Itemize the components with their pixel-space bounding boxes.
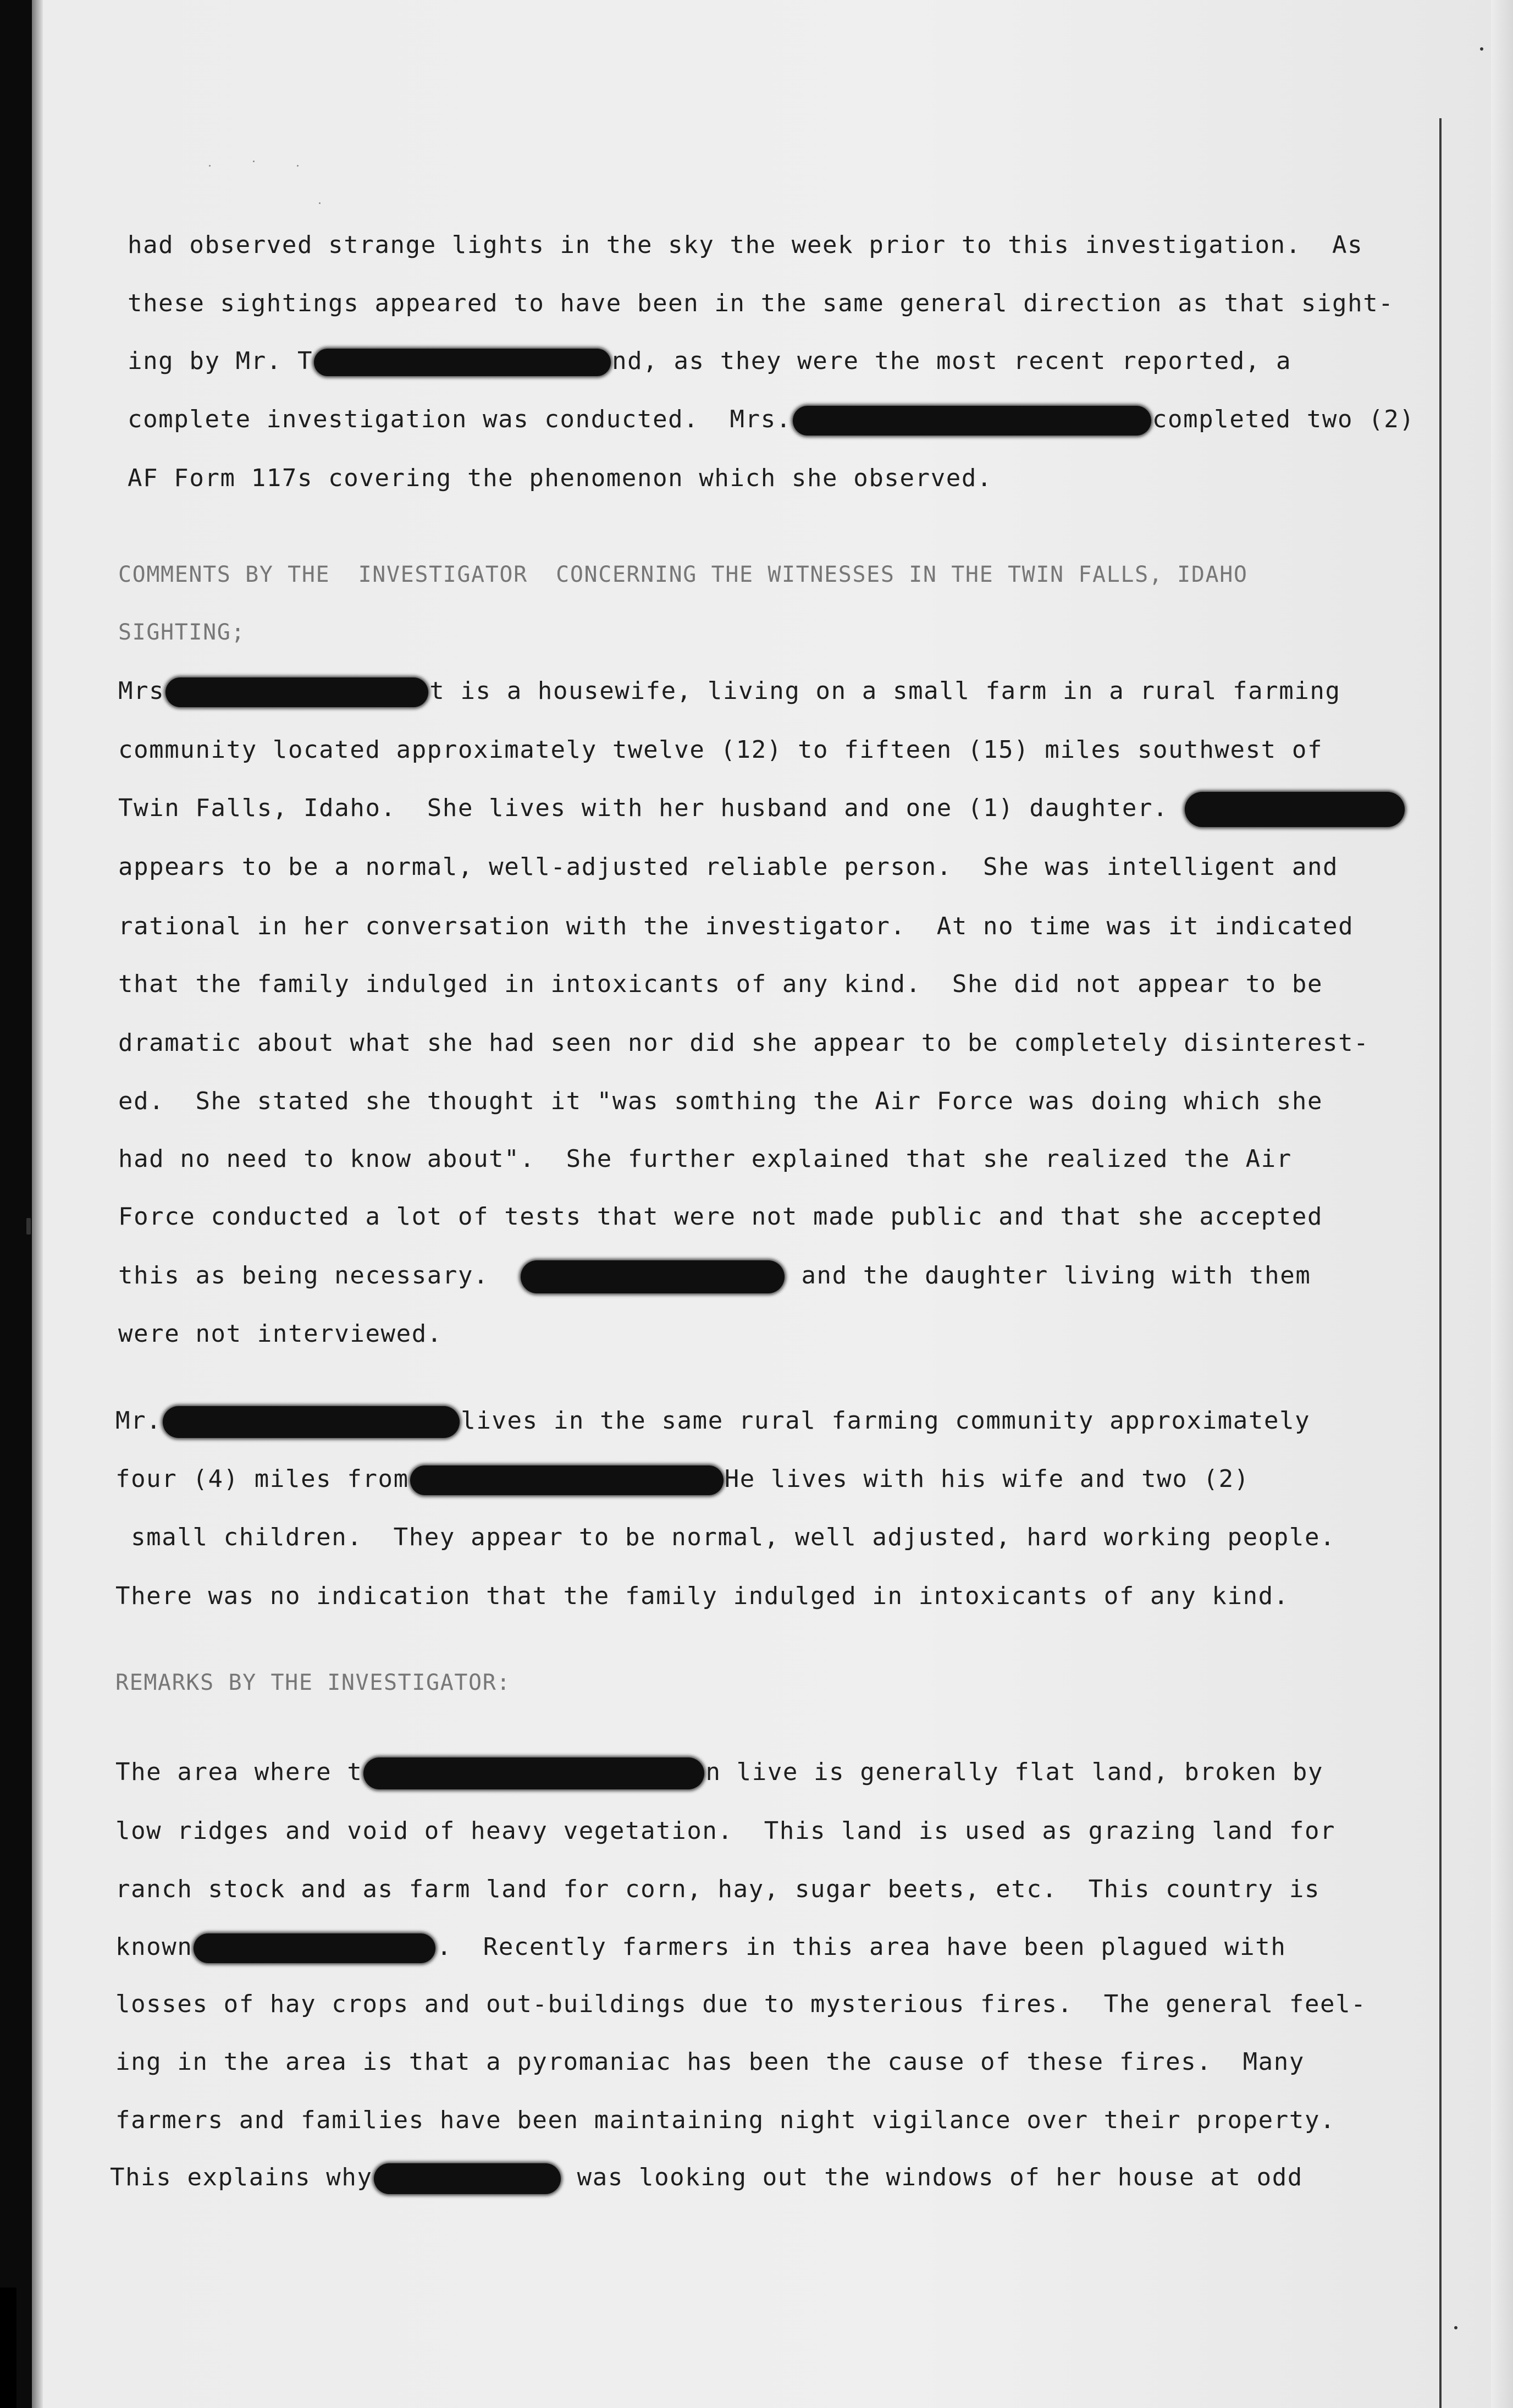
redaction-mark — [314, 349, 611, 376]
text-segment: appears to be a normal, well-adjusted reliable person. She was intelligent and — [118, 853, 1339, 881]
text-segment: ed. She stated she thought it "was somthing the Air Force was doing which she — [118, 1087, 1323, 1115]
text-segment: and the daughter living with them — [786, 1261, 1311, 1290]
text-line — [115, 1873, 1320, 1906]
text-line — [115, 1815, 1335, 1848]
text-segment: Mr. — [115, 1407, 162, 1435]
text-segment: known — [115, 1933, 193, 1961]
scan-speck — [1480, 47, 1483, 51]
scan-left-edge-fade — [32, 0, 43, 2408]
text-segment: losses of hay crops and out-buildings due to mysterious fires. The general feel- — [115, 1990, 1367, 2018]
text-line — [118, 851, 1338, 884]
text-segment: lives in the same rural farming community approximately — [461, 1407, 1311, 1435]
text-segment: The area where t — [115, 1758, 363, 1786]
text-segment: ing by Mr. T — [128, 347, 313, 375]
text-segment: that the family indulged in intoxicants of any kind. She did not appear to be — [118, 970, 1323, 998]
text-line — [128, 229, 1363, 262]
text-line — [118, 968, 1323, 1001]
text-segment: dramatic about what she had seen nor did she appear to be completely disinterest- — [118, 1029, 1370, 1057]
text-segment: had no need to know about". She further explained that she realized the Air — [118, 1145, 1292, 1173]
text-segment: He lives with his wife and two (2) — [724, 1465, 1250, 1493]
text-line — [115, 1988, 1366, 2021]
scan-right-margin — [1491, 0, 1513, 2408]
text-line — [115, 1756, 1323, 1789]
text-segment: low ridges and void of heavy vegetation. This land is used as grazing land for — [115, 1817, 1336, 1845]
text-line — [115, 2104, 1335, 2137]
scan-corner-shadow — [0, 2288, 16, 2408]
text-segment: nd, as they were the most recent reported, a — [612, 347, 1292, 375]
redaction-mark — [165, 677, 428, 707]
redaction-mark — [163, 1406, 460, 1438]
text-segment: This explains why — [110, 2163, 373, 2191]
text-segment: ing in the area is that a pyromaniac has been the cause of these fires. Many — [115, 2048, 1305, 2076]
text-line — [128, 403, 1415, 436]
text-segment: t is a housewife, living on a small farm in a rural farming — [429, 677, 1341, 705]
redaction-mark — [374, 2163, 561, 2194]
text-segment: There was no indication that the family indulged in intoxicants of any kind. — [115, 1582, 1289, 1610]
scan-speck — [26, 1218, 31, 1235]
text-segment: n live is generally flat land, broken by — [705, 1758, 1324, 1786]
text-segment: REMARKS BY THE INVESTIGATOR: — [115, 1670, 511, 1695]
text-line — [118, 1200, 1323, 1233]
text-line — [115, 1931, 1286, 1964]
scan-speck — [297, 165, 299, 167]
text-line — [115, 1404, 1310, 1438]
text-line — [115, 1463, 1250, 1496]
text-segment: SIGHTING; — [118, 620, 246, 645]
text-line — [128, 345, 1291, 378]
redaction-mark — [1185, 792, 1405, 827]
scan-left-edge — [0, 0, 32, 2408]
redaction-mark — [521, 1260, 785, 1293]
text-line — [110, 2161, 1303, 2194]
text-segment: . Recently farmers in this area have been plagued with — [437, 1933, 1286, 1961]
text-line — [118, 1259, 1311, 1293]
text-line — [118, 1085, 1323, 1118]
text-segment: were not interviewed. — [118, 1320, 443, 1348]
text-segment: four (4) miles from — [115, 1465, 409, 1493]
scan-speck — [319, 202, 321, 204]
text-segment: this as being necessary. — [118, 1261, 520, 1290]
text-segment: small children. They appear to be normal, well adjusted, hard working people. — [115, 1523, 1336, 1551]
text-line — [128, 287, 1394, 320]
text-line — [118, 792, 1406, 827]
redaction-mark — [194, 1933, 435, 1963]
text-segment: community located approximately twelve (12) to fifteen (15) miles southwest of — [118, 736, 1323, 764]
scan-speck — [253, 161, 255, 162]
text-segment: COMMENTS BY THE INVESTIGATOR CONCERNING THE WITNESSES IN THE TWIN FALLS, IDAHO — [118, 562, 1248, 587]
text-segment: these sightings appeared to have been in the same general direction as that sight- — [128, 289, 1394, 317]
redaction-mark — [410, 1465, 724, 1495]
text-line — [118, 1143, 1292, 1176]
text-segment: complete investigation was conducted. Mrs. — [128, 405, 792, 433]
scan-speck — [209, 165, 211, 167]
redaction-mark — [363, 1757, 704, 1789]
text-line — [115, 1521, 1335, 1554]
scan-speck — [1454, 2326, 1457, 2329]
text-line — [118, 734, 1323, 767]
text-line — [118, 1027, 1369, 1060]
text-line — [118, 910, 1354, 943]
text-segment: was looking out the windows of her house at odd — [561, 2163, 1303, 2191]
text-segment: completed two (2) — [1152, 405, 1415, 433]
text-segment: rational in her conversation with the investigator. At no time was it indicated — [118, 912, 1354, 940]
text-line — [115, 1580, 1289, 1613]
text-segment: Mrs — [118, 677, 165, 705]
text-line — [118, 1318, 443, 1351]
text-segment: had observed strange lights in the sky the week prior to this investigation. As — [128, 231, 1363, 259]
text-line — [115, 2046, 1305, 2079]
text-segment: Twin Falls, Idaho. She lives with her husband and one (1) daughter. — [118, 794, 1184, 822]
redaction-mark — [793, 406, 1151, 436]
text-line — [128, 462, 992, 495]
text-segment: farmers and families have been maintaining night vigilance over their property. — [115, 2106, 1336, 2134]
text-segment: Force conducted a lot of tests that were not made public and that she accepted — [118, 1203, 1323, 1231]
text-segment: AF Form 117s covering the phenomenon which she observed. — [128, 464, 993, 492]
section-heading — [118, 558, 1248, 591]
text-line — [118, 675, 1341, 708]
page-right-edge-line — [1439, 118, 1442, 2408]
section-heading — [118, 616, 245, 649]
text-segment: ranch stock and as farm land for corn, hay, sugar beets, etc. This country is — [115, 1875, 1321, 1903]
section-heading — [115, 1666, 511, 1699]
